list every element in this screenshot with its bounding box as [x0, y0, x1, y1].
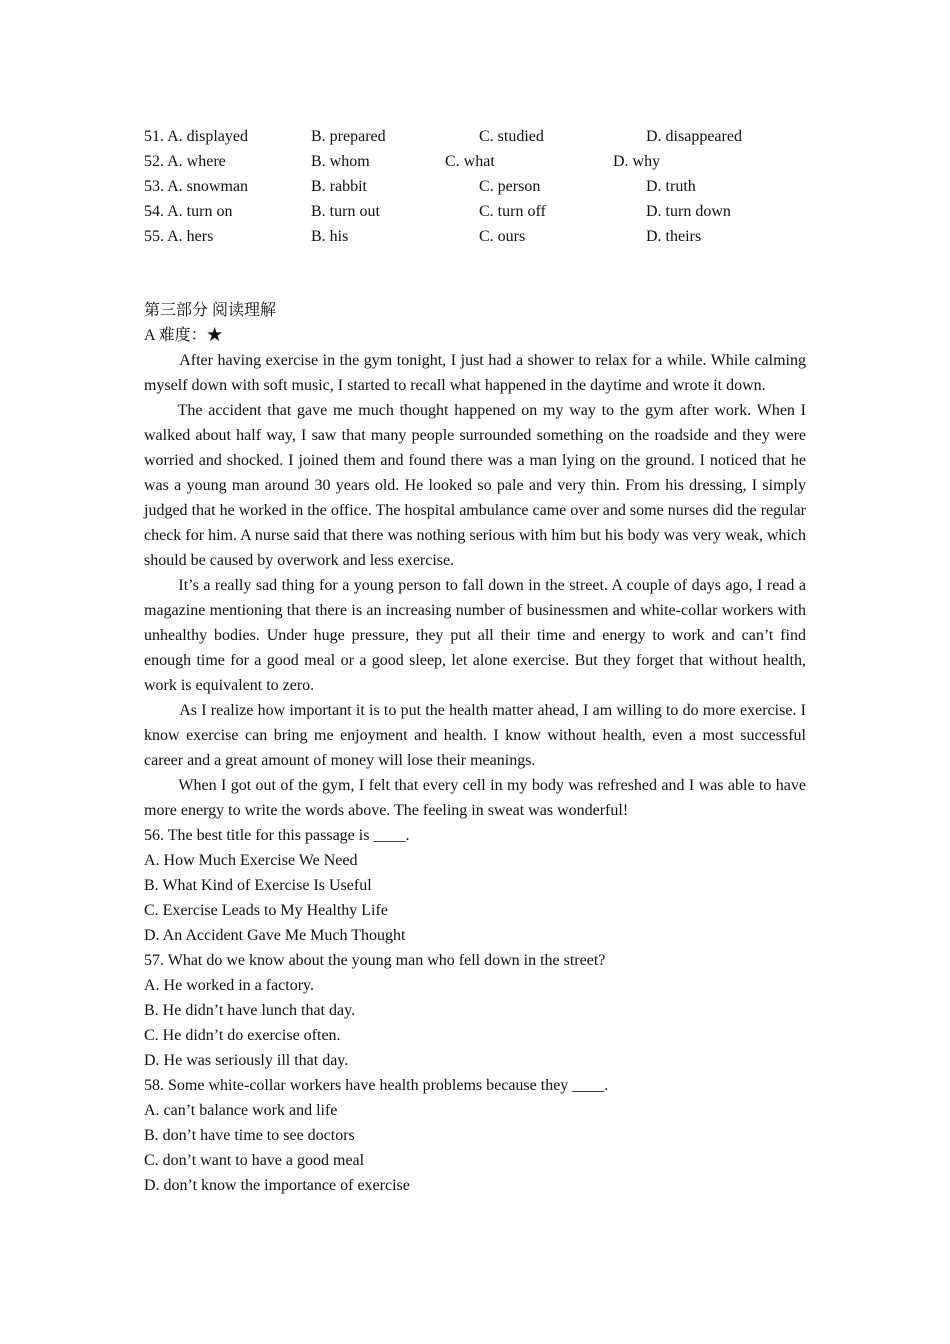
option-c: C. what	[445, 153, 495, 170]
cloze-row	[144, 199, 806, 224]
option-a: 53. A. snowman	[144, 178, 248, 195]
question-option: B. don’t have time to see doctors	[144, 1127, 355, 1144]
section-title: 第三部分 阅读理解	[144, 302, 277, 319]
option-d: D. turn down	[646, 203, 731, 220]
spacer	[144, 249, 806, 298]
question-option: A. can’t balance work and life	[144, 1102, 338, 1119]
option-a: 54. A. turn on	[144, 203, 233, 220]
question-option: A. How Much Exercise We Need	[144, 852, 358, 869]
question-option: D. An Accident Gave Me Much Thought	[144, 927, 406, 944]
document-page	[144, 124, 806, 1198]
option-d: D. theirs	[646, 228, 702, 245]
passage-paragraph: As I realize how important it is to put the health matter ahead, I am willing to do more exercise. I know exercise can bring me enjoyment and health. I know without health, even a most successful career and a great amount of money will lose their meanings.	[144, 702, 806, 769]
cloze-row	[144, 149, 806, 174]
question-stem: 57. What do we know about the young man who fell down in the street?	[144, 952, 606, 969]
cloze-row	[144, 124, 806, 149]
option-a: 52. A. where	[144, 153, 226, 170]
question-option: B. He didn’t have lunch that day.	[144, 1002, 356, 1019]
option-b: B. rabbit	[311, 178, 367, 195]
cloze-row	[144, 174, 806, 199]
option-b: B. prepared	[311, 128, 386, 145]
cloze-options	[144, 124, 806, 249]
question-56	[144, 823, 806, 948]
option-d: D. truth	[646, 178, 696, 195]
option-b: B. whom	[311, 153, 370, 170]
cloze-row	[144, 224, 806, 249]
option-c: C. person	[479, 178, 541, 195]
question-option: A. He worked in a factory.	[144, 977, 315, 994]
question-58	[144, 1073, 806, 1198]
passage-paragraph: The accident that gave me much thought happened on my way to the gym after work. When I walked about half way, I saw that many people surrounded something on the roadside and they were worried and shocked. I joined them and found there was a man lying on the ground. I noticed that he was a young man around 30 years old. He looked so pale and very thin. From his dressing, I simply judged that he worked in the office. The hospital ambulance came over and some nurses did the regular check for him. A nurse said that there was nothing serious with him but his body was very weak, which should be caused by overwork and less exercise.	[144, 402, 806, 569]
option-a: 55. A. hers	[144, 228, 214, 245]
passage-paragraph: It’s a really sad thing for a young person to fall down in the street. A couple of days ago, I read a magazine mentioning that there is an increasing number of businessmen and white-collar workers with unhealthy bodies. Under huge pressure, they put all their time and energy to work and can’t find enough time for a good meal or a good sleep, let alone exercise. But they forget that without health, work is equivalent to zero.	[144, 577, 806, 694]
option-c: C. ours	[479, 228, 526, 245]
passage-label: A 难度：★	[144, 327, 223, 344]
question-stem: 58. Some white-collar workers have health problems because they ____.	[144, 1077, 609, 1094]
option-d: D. disappeared	[646, 128, 742, 145]
question-option: D. He was seriously ill that day.	[144, 1052, 349, 1069]
option-a: 51. A. displayed	[144, 128, 248, 145]
question-option: B. What Kind of Exercise Is Useful	[144, 877, 372, 894]
passage-paragraph: When I got out of the gym, I felt that every cell in my body was refreshed and I was able to have more energy to write the words above. The feeling in sweat was wonderful!	[144, 777, 806, 819]
passage-paragraph: After having exercise in the gym tonight, I just had a shower to relax for a while. While calming myself down with soft music, I started to recall what happened in the daytime and wrote it down.	[144, 352, 806, 394]
question-57	[144, 948, 806, 1073]
question-option: C. He didn’t do exercise often.	[144, 1027, 341, 1044]
option-c: C. turn off	[479, 203, 546, 220]
option-d: D. why	[613, 153, 661, 170]
option-c: C. studied	[479, 128, 544, 145]
question-option: C. Exercise Leads to My Healthy Life	[144, 902, 388, 919]
option-b: B. his	[311, 228, 349, 245]
reading-passage	[144, 348, 806, 823]
option-b: B. turn out	[311, 203, 380, 220]
question-option: C. don’t want to have a good meal	[144, 1152, 365, 1169]
question-option: D. don’t know the importance of exercise	[144, 1177, 410, 1194]
question-stem: 56. The best title for this passage is ____.	[144, 827, 410, 844]
